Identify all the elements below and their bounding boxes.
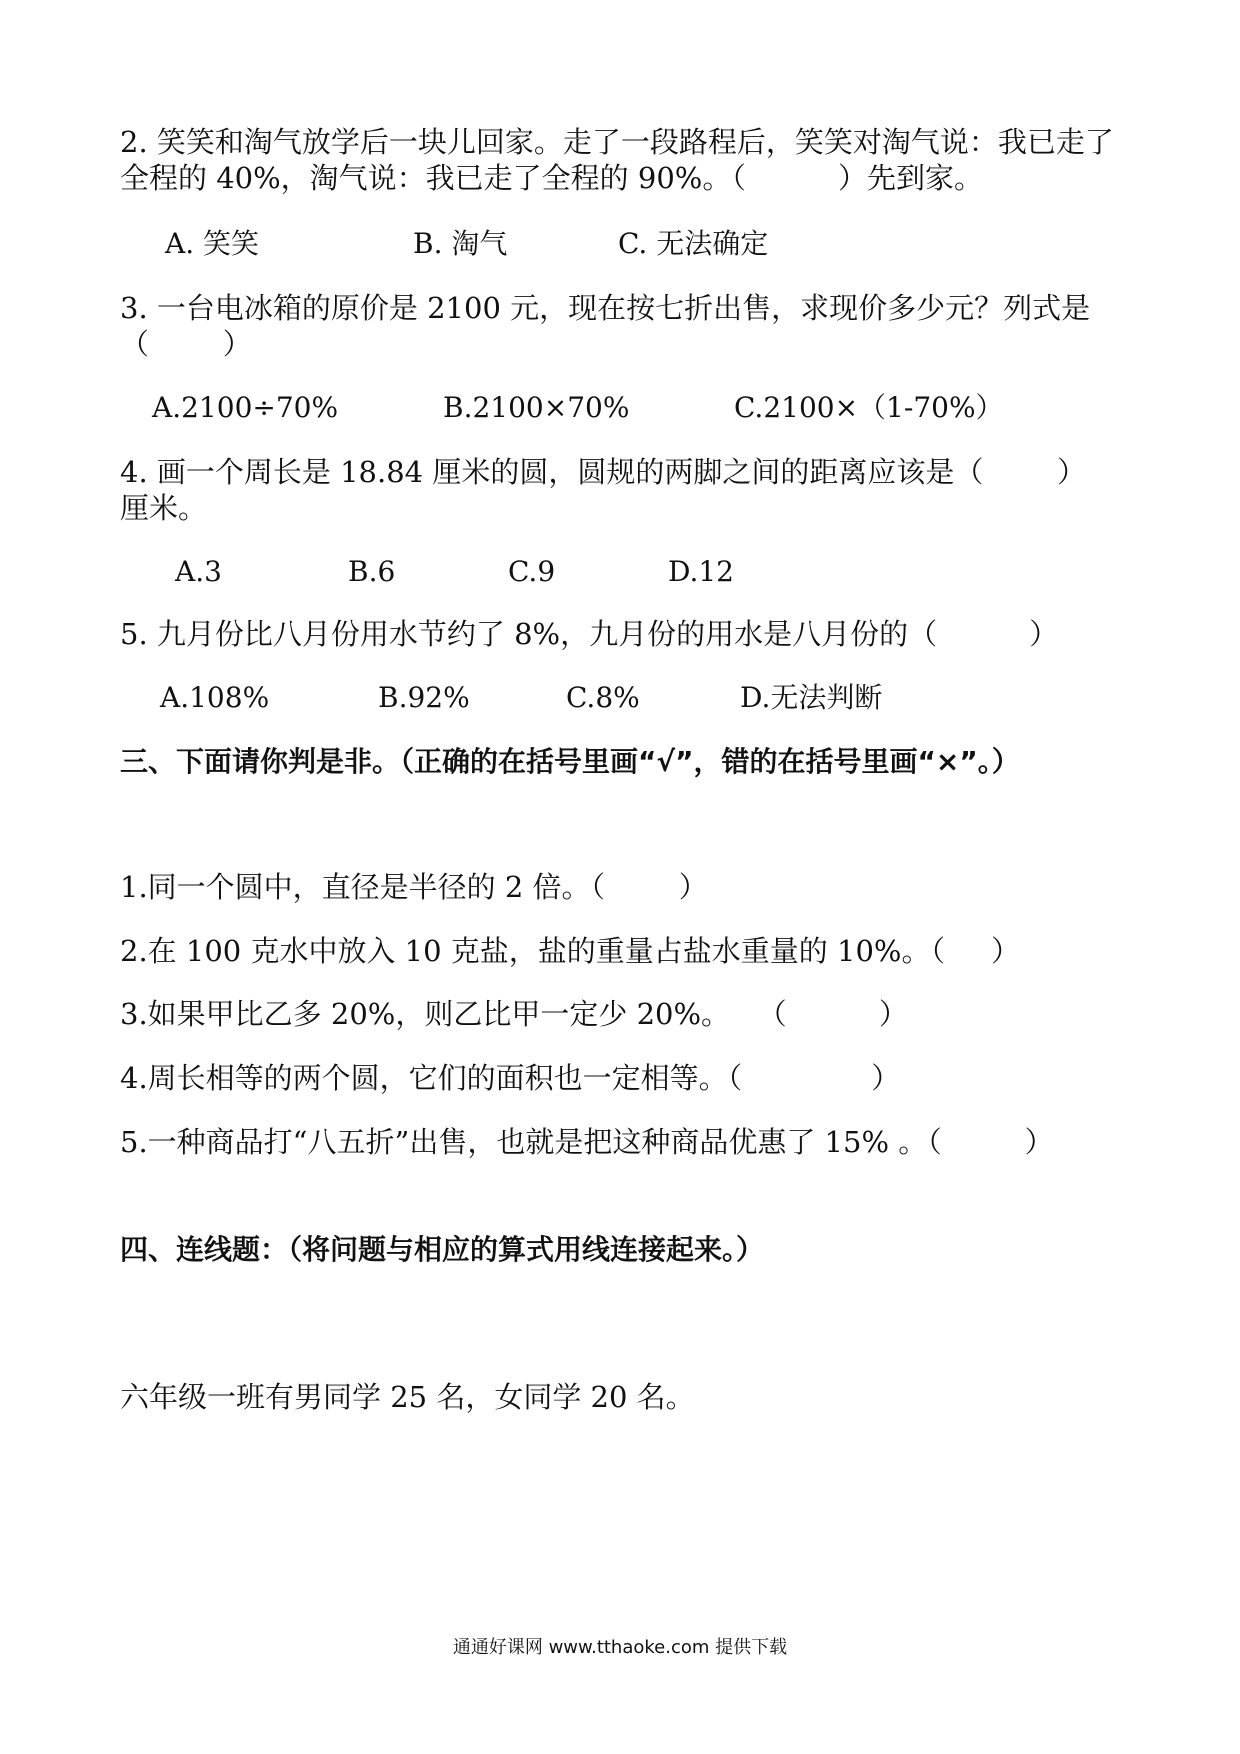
question-2-option-a: A. 笑笑 xyxy=(165,227,260,260)
true-false-item-5: 5.一种商品打“八五折”出售，也就是把这种商品优惠了 15% 。（ ） xyxy=(120,1125,1054,1159)
question-5-option-c: C.8% xyxy=(566,681,640,714)
true-false-item-4: 4.周长相等的两个圆，它们的面积也一定相等。（ ） xyxy=(120,1061,901,1095)
question-5-option-d: D.无法判断 xyxy=(740,681,883,714)
question-5-line-1: 5. 九月份比八月份用水节约了 8%，九月份的用水是八月份的（ ） xyxy=(120,617,1059,651)
question-2-line-1: 2. 笑笑和淘气放学后一块儿回家。走了一段路程后，笑笑对淘气说：我已走了 xyxy=(120,125,1114,159)
section-4-heading: 四、连线题：（将问题与相应的算式用线连接起来。） xyxy=(120,1233,765,1266)
true-false-item-1: 1.同一个圆中，直径是半径的 2 倍。（ ） xyxy=(120,870,708,904)
question-4-option-d: D.12 xyxy=(668,555,734,588)
question-4-option-b: B.6 xyxy=(348,555,396,588)
question-3-option-c: C.2100×（1-70%） xyxy=(734,391,1004,424)
true-false-item-3: 3.如果甲比乙多 20%，则乙比甲一定少 20%。 （ ） xyxy=(120,997,908,1031)
question-5-option-a: A.108% xyxy=(160,681,270,714)
question-4-line-1: 4. 画一个周长是 18.84 厘米的圆，圆规的两脚之间的距离应该是（ ） xyxy=(120,455,1087,489)
question-2-option-c: C. 无法确定 xyxy=(618,227,769,260)
page-footer: 通通好课网 www.tthaoke.com 提供下载 xyxy=(452,1637,788,1658)
question-3-option-b: B.2100×70% xyxy=(443,391,630,424)
question-5-option-b: B.92% xyxy=(378,681,470,714)
question-3-line-1: 3. 一台电冰箱的原价是 2100 元，现在按七折出售，求现价多少元？列式是 xyxy=(120,291,1091,325)
true-false-item-2: 2.在 100 克水中放入 10 克盐，盐的重量占盐水重量的 10%。（ ） xyxy=(120,934,1021,968)
question-4-line-2: 厘米。 xyxy=(120,491,208,525)
question-3-option-a: A.2100÷70% xyxy=(152,391,339,424)
question-4-option-c: C.9 xyxy=(508,555,556,588)
question-2-line-2: 全程的 40%，淘气说：我已走了全程的 90%。（ ）先到家。 xyxy=(120,161,984,195)
question-4-option-a: A.3 xyxy=(175,555,222,588)
question-3-line-2: （ ） xyxy=(120,327,252,361)
section-4-intro: 六年级一班有男同学 25 名，女同学 20 名。 xyxy=(120,1380,695,1414)
question-2-option-b: B. 淘气 xyxy=(413,227,508,260)
section-3-heading: 三、下面请你判是非。（正确的在括号里画“√”，错的在括号里画“×”。） xyxy=(120,745,1020,778)
